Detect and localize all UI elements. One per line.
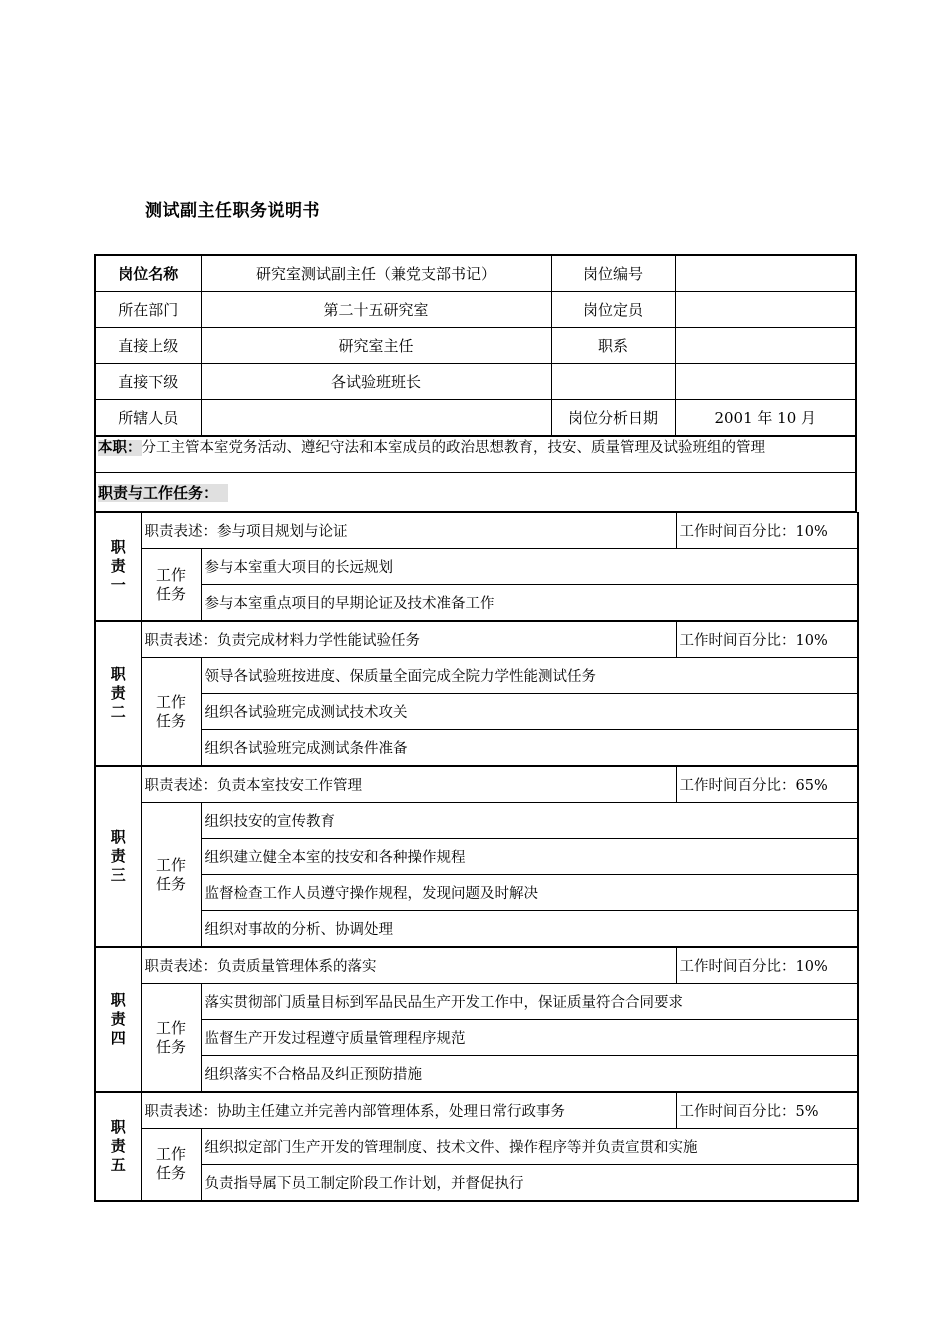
duty-description-row [95, 767, 858, 803]
duties-list [94, 512, 857, 1202]
value-job-series [675, 328, 856, 364]
label-staff: 所辖人员 [95, 400, 201, 437]
task-label: 工作 任务 [141, 803, 201, 947]
time-percentage: 工作时间百分比：65% [676, 767, 858, 803]
task-item: 组织建立健全本室的技安和各种操作规程 [201, 839, 858, 875]
time-percentage: 工作时间百分比：10% [676, 622, 858, 658]
task-row [95, 1165, 858, 1201]
value-supervisor: 研究室主任 [201, 328, 551, 364]
task-item: 组织落实不合格品及纠正预防措施 [201, 1056, 858, 1092]
task-item: 组织技安的宣传教育 [201, 803, 858, 839]
duty-name: 职 责 三 [95, 767, 141, 947]
task-row [95, 803, 858, 839]
value-department: 第二十五研究室 [201, 292, 551, 328]
position-info-table [94, 254, 857, 437]
duties-heading-label: 职责与工作任务： [98, 484, 228, 502]
value-position-name: 研究室测试副主任（兼党支部书记） [201, 255, 551, 292]
task-item: 监督检查工作人员遵守操作规程，发现问题及时解决 [201, 875, 858, 911]
time-percentage: 工作时间百分比：5% [676, 1093, 858, 1129]
duty-block [94, 766, 859, 947]
duty-description: 职责表述：负责本室技安工作管理 [141, 767, 676, 803]
label-department: 所在部门 [95, 292, 201, 328]
duty-name: 职 责 一 [95, 513, 141, 621]
duty-block [94, 1092, 859, 1202]
time-percentage: 工作时间百分比：10% [676, 513, 858, 549]
info-row-department [95, 292, 856, 328]
info-row-position-name [95, 255, 856, 292]
duty-name: 职 责 五 [95, 1093, 141, 1201]
task-item: 参与本室重大项目的长远规划 [201, 549, 858, 585]
info-row-supervisor [95, 328, 856, 364]
task-label: 工作 任务 [141, 984, 201, 1092]
value-subordinate: 各试验班班长 [201, 364, 551, 400]
duty-description: 职责表述：负责质量管理体系的落实 [141, 948, 676, 984]
task-item: 落实贯彻部门质量目标到军品民品生产开发工作中，保证质量符合合同要求 [201, 984, 858, 1020]
task-row [95, 1020, 858, 1056]
duty-block [94, 512, 859, 621]
task-item: 监督生产开发过程遵守质量管理程序规范 [201, 1020, 858, 1056]
main-responsibility-text: 分工主管本室党务活动、遵纪守法和本室成员的政治思想教育，技安、质量管理及试验班组的管理 [141, 440, 765, 456]
duty-description-row [95, 1093, 858, 1129]
task-row [95, 585, 858, 621]
job-description-form [94, 254, 857, 1202]
task-label: 工作 任务 [141, 1129, 201, 1201]
duty-description: 职责表述：协助主任建立并完善内部管理体系，处理日常行政事务 [141, 1093, 676, 1129]
value-staff [201, 400, 551, 437]
task-row [95, 730, 858, 766]
empty-cell [675, 364, 856, 400]
task-item: 领导各试验班按进度、保质量全面完成全院力学性能测试任务 [201, 658, 858, 694]
duty-name: 职 责 二 [95, 622, 141, 766]
label-job-series: 职系 [551, 328, 675, 364]
label-subordinate: 直接下级 [95, 364, 201, 400]
task-row [95, 1129, 858, 1165]
duty-description: 职责表述：负责完成材料力学性能试验任务 [141, 622, 676, 658]
task-row [95, 911, 858, 947]
empty-cell [551, 364, 675, 400]
task-row [95, 875, 858, 911]
task-row [95, 984, 858, 1020]
info-row-subordinate [95, 364, 856, 400]
label-position-number: 岗位编号 [551, 255, 675, 292]
label-position-name: 岗位名称 [95, 255, 201, 292]
duty-description-row [95, 622, 858, 658]
info-row-staff [95, 400, 856, 437]
duty-name: 职 责 四 [95, 948, 141, 1092]
task-item: 组织拟定部门生产开发的管理制度、技术文件、操作程序等并负责宣贯和实施 [201, 1129, 858, 1165]
value-position-number [675, 255, 856, 292]
task-item: 组织对事故的分析、协调处理 [201, 911, 858, 947]
task-item: 组织各试验班完成测试条件准备 [201, 730, 858, 766]
label-supervisor: 直接上级 [95, 328, 201, 364]
task-item: 组织各试验班完成测试技术攻关 [201, 694, 858, 730]
duties-heading [94, 473, 857, 512]
duty-description-row [95, 948, 858, 984]
task-item: 负责指导属下员工制定阶段工作计划，并督促执行 [201, 1165, 858, 1201]
task-label: 工作 任务 [141, 549, 201, 621]
duty-block [94, 947, 859, 1092]
task-label: 工作 任务 [141, 658, 201, 766]
time-percentage: 工作时间百分比：10% [676, 948, 858, 984]
task-row [95, 839, 858, 875]
page-title: 测试副主任职务说明书 [145, 201, 320, 221]
duty-description: 职责表述：参与项目规划与论证 [141, 513, 676, 549]
task-row [95, 1056, 858, 1092]
main-responsibility-label: 本职： [98, 440, 142, 456]
duty-block [94, 621, 859, 766]
label-analysis-date: 岗位分析日期 [551, 400, 675, 437]
main-responsibility [94, 437, 857, 473]
task-row [95, 694, 858, 730]
value-analysis-date: 2001 年 10 月 [675, 400, 856, 437]
value-headcount [675, 292, 856, 328]
task-row [95, 549, 858, 585]
task-row [95, 658, 858, 694]
task-item: 参与本室重点项目的早期论证及技术准备工作 [201, 585, 858, 621]
duty-description-row [95, 513, 858, 549]
label-headcount: 岗位定员 [551, 292, 675, 328]
